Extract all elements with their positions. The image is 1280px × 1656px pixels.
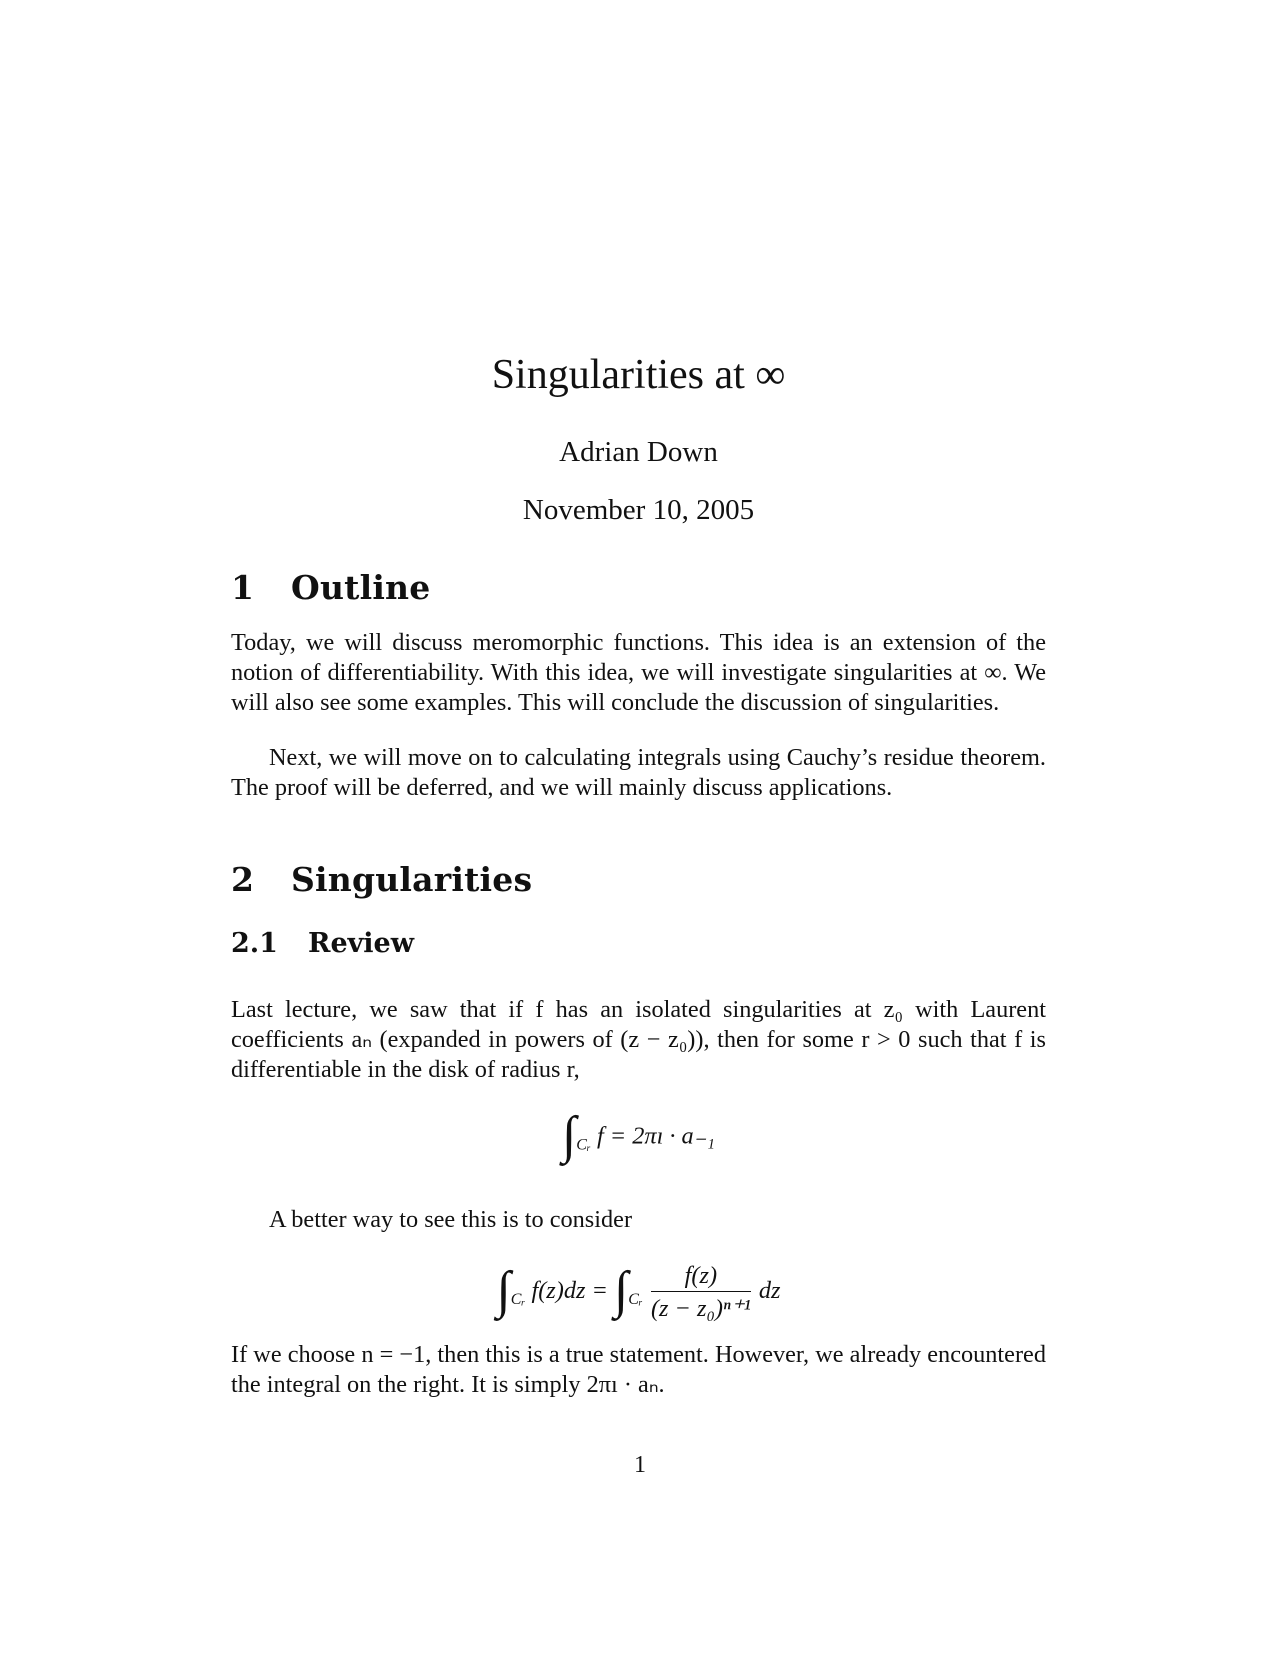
section-2-heading: [231, 860, 532, 899]
equation-contour-integral-comparison: [231, 1262, 1046, 1323]
section-1-number: 1: [231, 568, 255, 607]
section-2-title: Singularities: [291, 860, 533, 899]
subsection-2-1-number: 2.1: [231, 928, 278, 959]
integral-subscript: Cᵣ: [576, 1136, 591, 1154]
integral-sign: ∫: [562, 1107, 577, 1164]
section-1-heading: [231, 568, 430, 607]
equation-2-lhs: f(z)dz =: [531, 1277, 608, 1305]
equation-2-suffix: dz: [758, 1277, 781, 1305]
subsection-2-1-title: Review: [308, 928, 414, 959]
fraction-numerator: f(z): [651, 1262, 751, 1292]
equation-1-body: f = 2πı · a₋₁: [596, 1122, 715, 1150]
integral-left-subscript: Cᵣ: [510, 1290, 526, 1308]
review-paragraph-2: A better way to see this is to consider: [269, 1206, 633, 1233]
section-2-number: 2: [231, 860, 255, 899]
paper-title: Singularities at ∞: [491, 352, 786, 398]
paper-author: Adrian Down: [559, 436, 718, 468]
paper-date: November 10, 2005: [522, 494, 755, 526]
integral-sign-right: ∫: [614, 1261, 629, 1319]
equation-contour-integral-f: [231, 1107, 1046, 1164]
fraction-denominator: (z − z₀)ⁿ⁺¹: [650, 1295, 751, 1322]
section-1-title: Outline: [291, 568, 431, 607]
outline-paragraph-1: Today, we will discuss meromorphic functions. This idea is an extension of the notion of differentiability. With this idea, we will investigate singularities at ∞. We will also see some examples. This will conclude the discussion of singularities.: [231, 629, 1046, 716]
outline-paragraph-2: Next, we will move on to calculating integrals using Cauchy’s residue theorem. The proof will be deferred, and we will mainly discuss applications.: [231, 744, 1046, 801]
integral-sign-left: ∫: [496, 1261, 511, 1319]
review-paragraph-3: If we choose n = −1, then this is a true statement. However, we already encountered the integral on the right. It is simply 2πı · aₙ.: [231, 1341, 1046, 1398]
equation-2-fraction: [651, 1262, 751, 1323]
subsection-2-1-heading: [231, 928, 414, 959]
page-number: 1: [634, 1452, 646, 1478]
integral-right-subscript: Cᵣ: [628, 1290, 643, 1308]
review-paragraph-1: Last lecture, we saw that if f has an isolated singularities at z₀ with Laurent coefficients aₙ (expanded in powers of (z − z₀)), then for some r > 0 such that f is differentiable in the disk of radius r,: [231, 996, 1046, 1083]
